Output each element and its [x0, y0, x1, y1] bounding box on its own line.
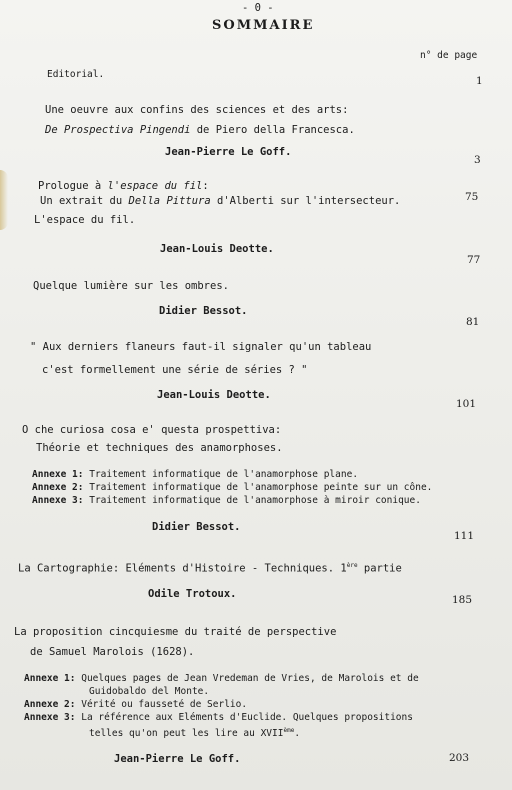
entry-4-author: Didier Bessot.	[159, 305, 248, 317]
entry-5-author: Jean-Louis Deotte.	[157, 389, 271, 401]
page-number-mark: - 0 -	[242, 2, 274, 14]
annex-row: Annexe 1: Quelques pages de Jean Vredeman de Vries, de Marolois et de	[24, 673, 419, 684]
entry-4-title: Quelque lumière sur les ombres.	[33, 280, 229, 292]
annex-row: Annexe 3: Traitement informatique de l'anamorphose à miroir conique.	[32, 495, 421, 506]
toc-title: SOMMAIRE	[212, 18, 315, 33]
entry-2-title: Prologue à l'espace du fil:	[38, 180, 209, 192]
entry-8-title: La proposition cincquiesme du traité de perspective	[14, 626, 337, 638]
annex-row: Annexe 3: La référence aux Eléments d'Euclide. Quelques propositions	[24, 712, 413, 723]
entry-7-title: La Cartographie: Eléments d'Histoire - Techniques. 1ère partie	[18, 562, 402, 575]
entry-6-subtitle: Théorie et techniques des anamorphoses.	[36, 442, 283, 454]
entry-6-author: Didier Bessot.	[152, 521, 241, 533]
page-column-label: n° de page	[420, 50, 478, 61]
entry-4-page: 81	[466, 316, 480, 328]
entry-5-title: " Aux derniers flaneurs faut-il signaler qu'un tableau	[30, 341, 372, 353]
entry-1-page: 3	[474, 154, 481, 166]
annex-row: telles qu'on peut les lire au XVIIème.	[89, 727, 301, 740]
entry-6-page: 111	[454, 530, 475, 542]
entry-6-title: O che curiosa cosa e' questa prospettiva:	[22, 424, 282, 436]
entry-8-page: 203	[449, 752, 470, 764]
annex-row: Annexe 2: Vérité ou fausseté de Serlio.	[24, 699, 248, 710]
entry-1-title: Une oeuvre aux confins des sciences et des arts:	[45, 104, 349, 116]
entry-7-author: Odile Trotoux.	[148, 588, 237, 600]
entry-1-author: Jean-Pierre Le Goff.	[165, 146, 292, 158]
entry-editorial-title: Editorial.	[47, 69, 105, 80]
annex-row: Guidobaldo del Monte.	[89, 686, 210, 697]
page-edge-shadow	[0, 170, 8, 230]
entry-8-author: Jean-Pierre Le Goff.	[114, 753, 241, 765]
entry-5-page: 101	[456, 398, 477, 410]
entry-3-page: 77	[467, 254, 481, 266]
entry-3-author: Jean-Louis Deotte.	[160, 243, 274, 255]
entry-editorial-page: 1	[476, 75, 483, 87]
entry-2-subtitle: Un extrait du Della Pittura d'Alberti sur l'intersecteur.	[40, 195, 401, 207]
entry-7-page: 185	[452, 594, 473, 606]
entry-3-title: L'espace du fil.	[34, 214, 136, 226]
annex-row: Annexe 1: Traitement informatique de l'anamorphose plane.	[32, 469, 359, 480]
entry-2-page: 75	[465, 191, 479, 203]
annex-row: Annexe 2: Traitement informatique de l'anamorphose peinte sur un cône.	[32, 482, 433, 493]
entry-1-subtitle: De Prospectiva Pingendi de Piero della Francesca.	[45, 124, 355, 136]
entry-8-subtitle: de Samuel Marolois (1628).	[30, 646, 195, 658]
entry-5-subtitle: c'est formellement une série de séries ? "	[42, 364, 308, 376]
